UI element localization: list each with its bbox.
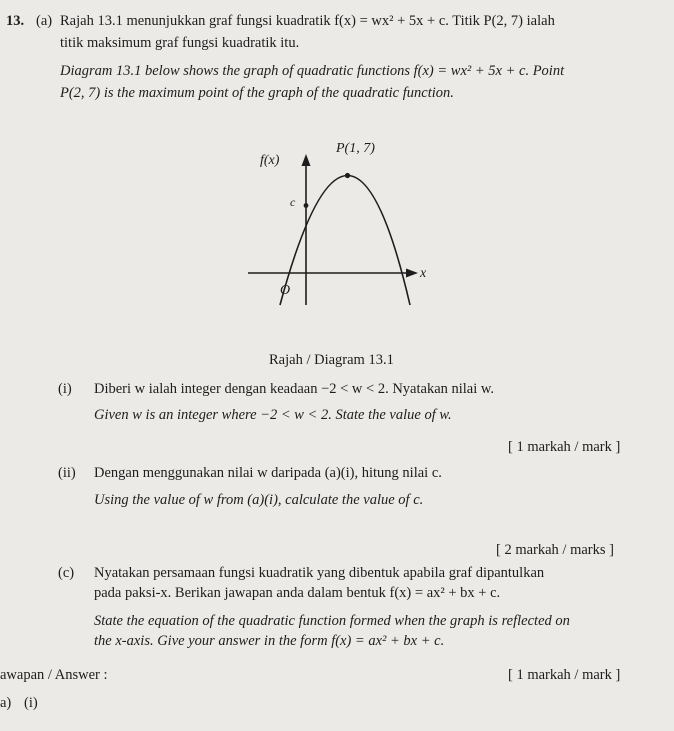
malay-intro-line-2: titik maksimum graf fungsi kuadratik itu. [60, 35, 300, 51]
part-i-marks: [ 1 markah / mark ] [508, 439, 621, 455]
answer-heading: awapan / Answer : [0, 667, 108, 683]
part-a-label: (a) [36, 13, 53, 29]
origin-label: O [280, 283, 291, 298]
part-c-malay-line-2: pada paksi-x. Berikan jawapan anda dalam bentuk f(x) = ax² + bx + c. [94, 585, 501, 601]
part-ii-marks: [ 2 markah / marks ] [496, 542, 614, 558]
part-c-label: (c) [58, 565, 75, 581]
maximum-point-marker [345, 173, 350, 178]
part-i-malay-text: Diberi w ialah integer dengan keadaan −2 < w < 2. Nyatakan nilai w. [94, 381, 495, 397]
part-i-english-text: Given w is an integer where −2 < w < 2. State the value of w. [94, 407, 452, 423]
diagram-caption: Rajah / Diagram 13.1 [269, 352, 394, 368]
part-c-malay-line-1: Nyatakan persamaan fungsi kuadratik yang dibentuk apabila graf dipantulkan [94, 565, 545, 581]
part-ii-malay-text: Dengan menggunakan nilai w daripada (a)(i), hitung nilai c. [94, 465, 442, 481]
malay-intro-line-1: Rajah 13.1 menunjukkan graf fungsi kuadratik f(x) = wx² + 5x + c. Titik P(2, 7) ialah [60, 13, 555, 29]
max-point-label: P(1, 7) [336, 141, 375, 156]
y-axis-label: f(x) [260, 153, 280, 168]
english-intro-line-1: Diagram 13.1 below shows the graph of quadratic functions f(x) = wx² + 5x + c. Point [60, 63, 565, 79]
part-ii-english-text: Using the value of w from (a)(i), calculate the value of c. [94, 492, 424, 508]
x-axis-label: x [420, 266, 427, 281]
part-c-english-line-2: the x-axis. Give your answer in the form f(x) = ax² + bx + c. [94, 633, 445, 649]
y-axis-arrow [302, 154, 311, 166]
x-axis-arrow [406, 269, 418, 278]
intercept-label: c [290, 195, 296, 209]
part-c-marks: [ 1 markah / mark ] [508, 667, 621, 683]
quadratic-graph-diagram [240, 130, 440, 320]
answer-sub-label: (i) [24, 695, 38, 711]
question-number: 13. [6, 13, 25, 29]
answer-part-label: a) [0, 695, 12, 711]
part-c-english-line-1: State the equation of the quadratic function formed when the graph is reflected on [94, 613, 570, 629]
english-intro-line-2: P(2, 7) is the maximum point of the graph of the quadratic function. [60, 85, 454, 101]
part-ii-label: (ii) [58, 465, 76, 481]
parabola-curve [280, 176, 410, 306]
part-i-label: (i) [58, 381, 72, 397]
y-intercept-marker [304, 203, 309, 208]
